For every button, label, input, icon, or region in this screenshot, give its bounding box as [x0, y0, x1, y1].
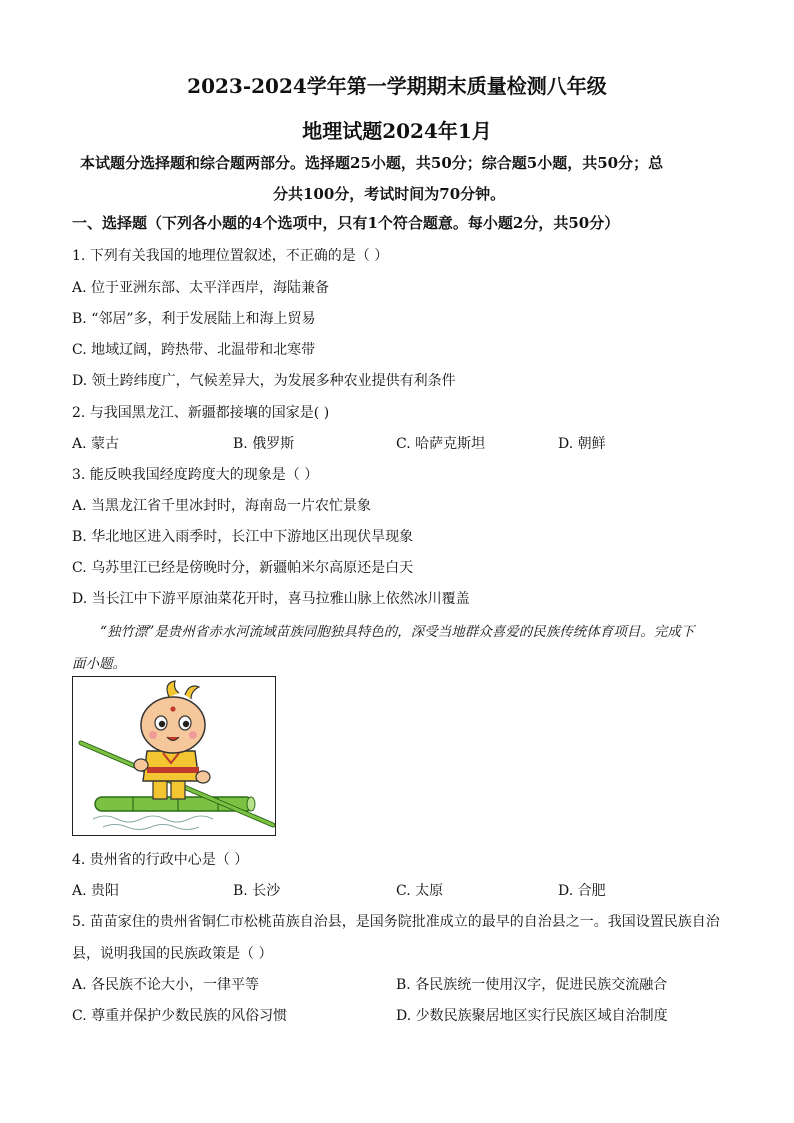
exam-subtitle: 地理试题2024年1月 [302, 119, 492, 143]
question-5-stem-line-1: 5. 苗苗家住的贵州省铜仁市松桃苗族自治县，是国务院批准成立的最早的自治县之一。我国设置民族自治 [72, 914, 720, 930]
question-1-option-d: D. 领土跨纬度广，气候差异大，为发展多种农业提供有利条件 [72, 373, 456, 389]
question-5-option-a: A. 各民族不论大小，一律平等 [72, 977, 260, 993]
question-2-option-b: B. 俄罗斯 [233, 436, 295, 452]
question-1-option-b: B. “邻居”多，利于发展陆上和海上贸易 [72, 311, 316, 327]
question-3-stem: 3. 能反映我国经度跨度大的现象是（ ） [72, 467, 319, 483]
question-1-option-a: A. 位于亚洲东部、太平洋西岸，海陆兼备 [72, 280, 330, 296]
passage-line-2: 面小题。 [72, 656, 126, 672]
question-4-option-c: C. 太原 [396, 883, 444, 899]
dugu-piao-illustration [72, 676, 276, 836]
question-5-option-d: D. 少数民族聚居地区实行民族区域自治制度 [396, 1008, 668, 1024]
question-1-option-c: C. 地域辽阔，跨热带、北温带和北寒带 [72, 342, 316, 358]
intro-line-1: 本试题分选择题和综合题两部分。选择题25小题，共50分；综合题5小题，共50分；总 [80, 154, 664, 172]
question-5-stem-line-2: 县，说明我国的民族政策是（ ） [72, 946, 273, 962]
question-5-option-b: B. 各民族统一使用汉字，促进民族交流融合 [396, 977, 668, 993]
question-2-option-c: C. 哈萨克斯坦 [396, 436, 486, 452]
question-3-option-a: A. 当黑龙江省千里冰封时，海南岛一片农忙景象 [72, 498, 372, 514]
question-2-option-d: D. 朝鲜 [558, 436, 606, 452]
section-heading: 一、选择题（下列各小题的4个选项中，只有1个符合题意。每小题2分，共50分） [72, 214, 620, 232]
passage-line-1: “独竹漂”是贵州省赤水河流域苗族同胞独具特色的，深受当地群众喜爱的民族传统体育项目。完成下 [100, 624, 695, 640]
question-2-stem: 2. 与我国黑龙江、新疆都接壤的国家是( ) [72, 405, 330, 421]
question-4-stem: 4. 贵州省的行政中心是（ ） [72, 852, 249, 868]
question-2-option-a: A. 蒙古 [72, 436, 120, 452]
question-3-option-b: B. 华北地区进入雨季时，长江中下游地区出现伏旱现象 [72, 529, 414, 545]
question-3-option-d: D. 当长江中下游平原油菜花开时，喜马拉雅山脉上依然冰川覆盖 [72, 591, 470, 607]
exam-title: 2023-2024学年第一学期期末质量检测八年级 [187, 74, 607, 98]
question-5-option-c: C. 尊重并保护少数民族的风俗习惯 [72, 1008, 288, 1024]
question-1-stem: 1. 下列有关我国的地理位置叙述，不正确的是（ ） [72, 248, 389, 264]
intro-line-2: 分共100分，考试时间为70分钟。 [273, 185, 506, 203]
question-4-option-b: B. 长沙 [233, 883, 281, 899]
question-4-option-d: D. 合肥 [558, 883, 606, 899]
question-3-option-c: C. 乌苏里江已经是傍晚时分，新疆帕米尔高原还是白天 [72, 560, 414, 576]
cartoon-boy-on-bamboo-image [73, 677, 275, 835]
question-4-option-a: A. 贵阳 [72, 883, 120, 899]
